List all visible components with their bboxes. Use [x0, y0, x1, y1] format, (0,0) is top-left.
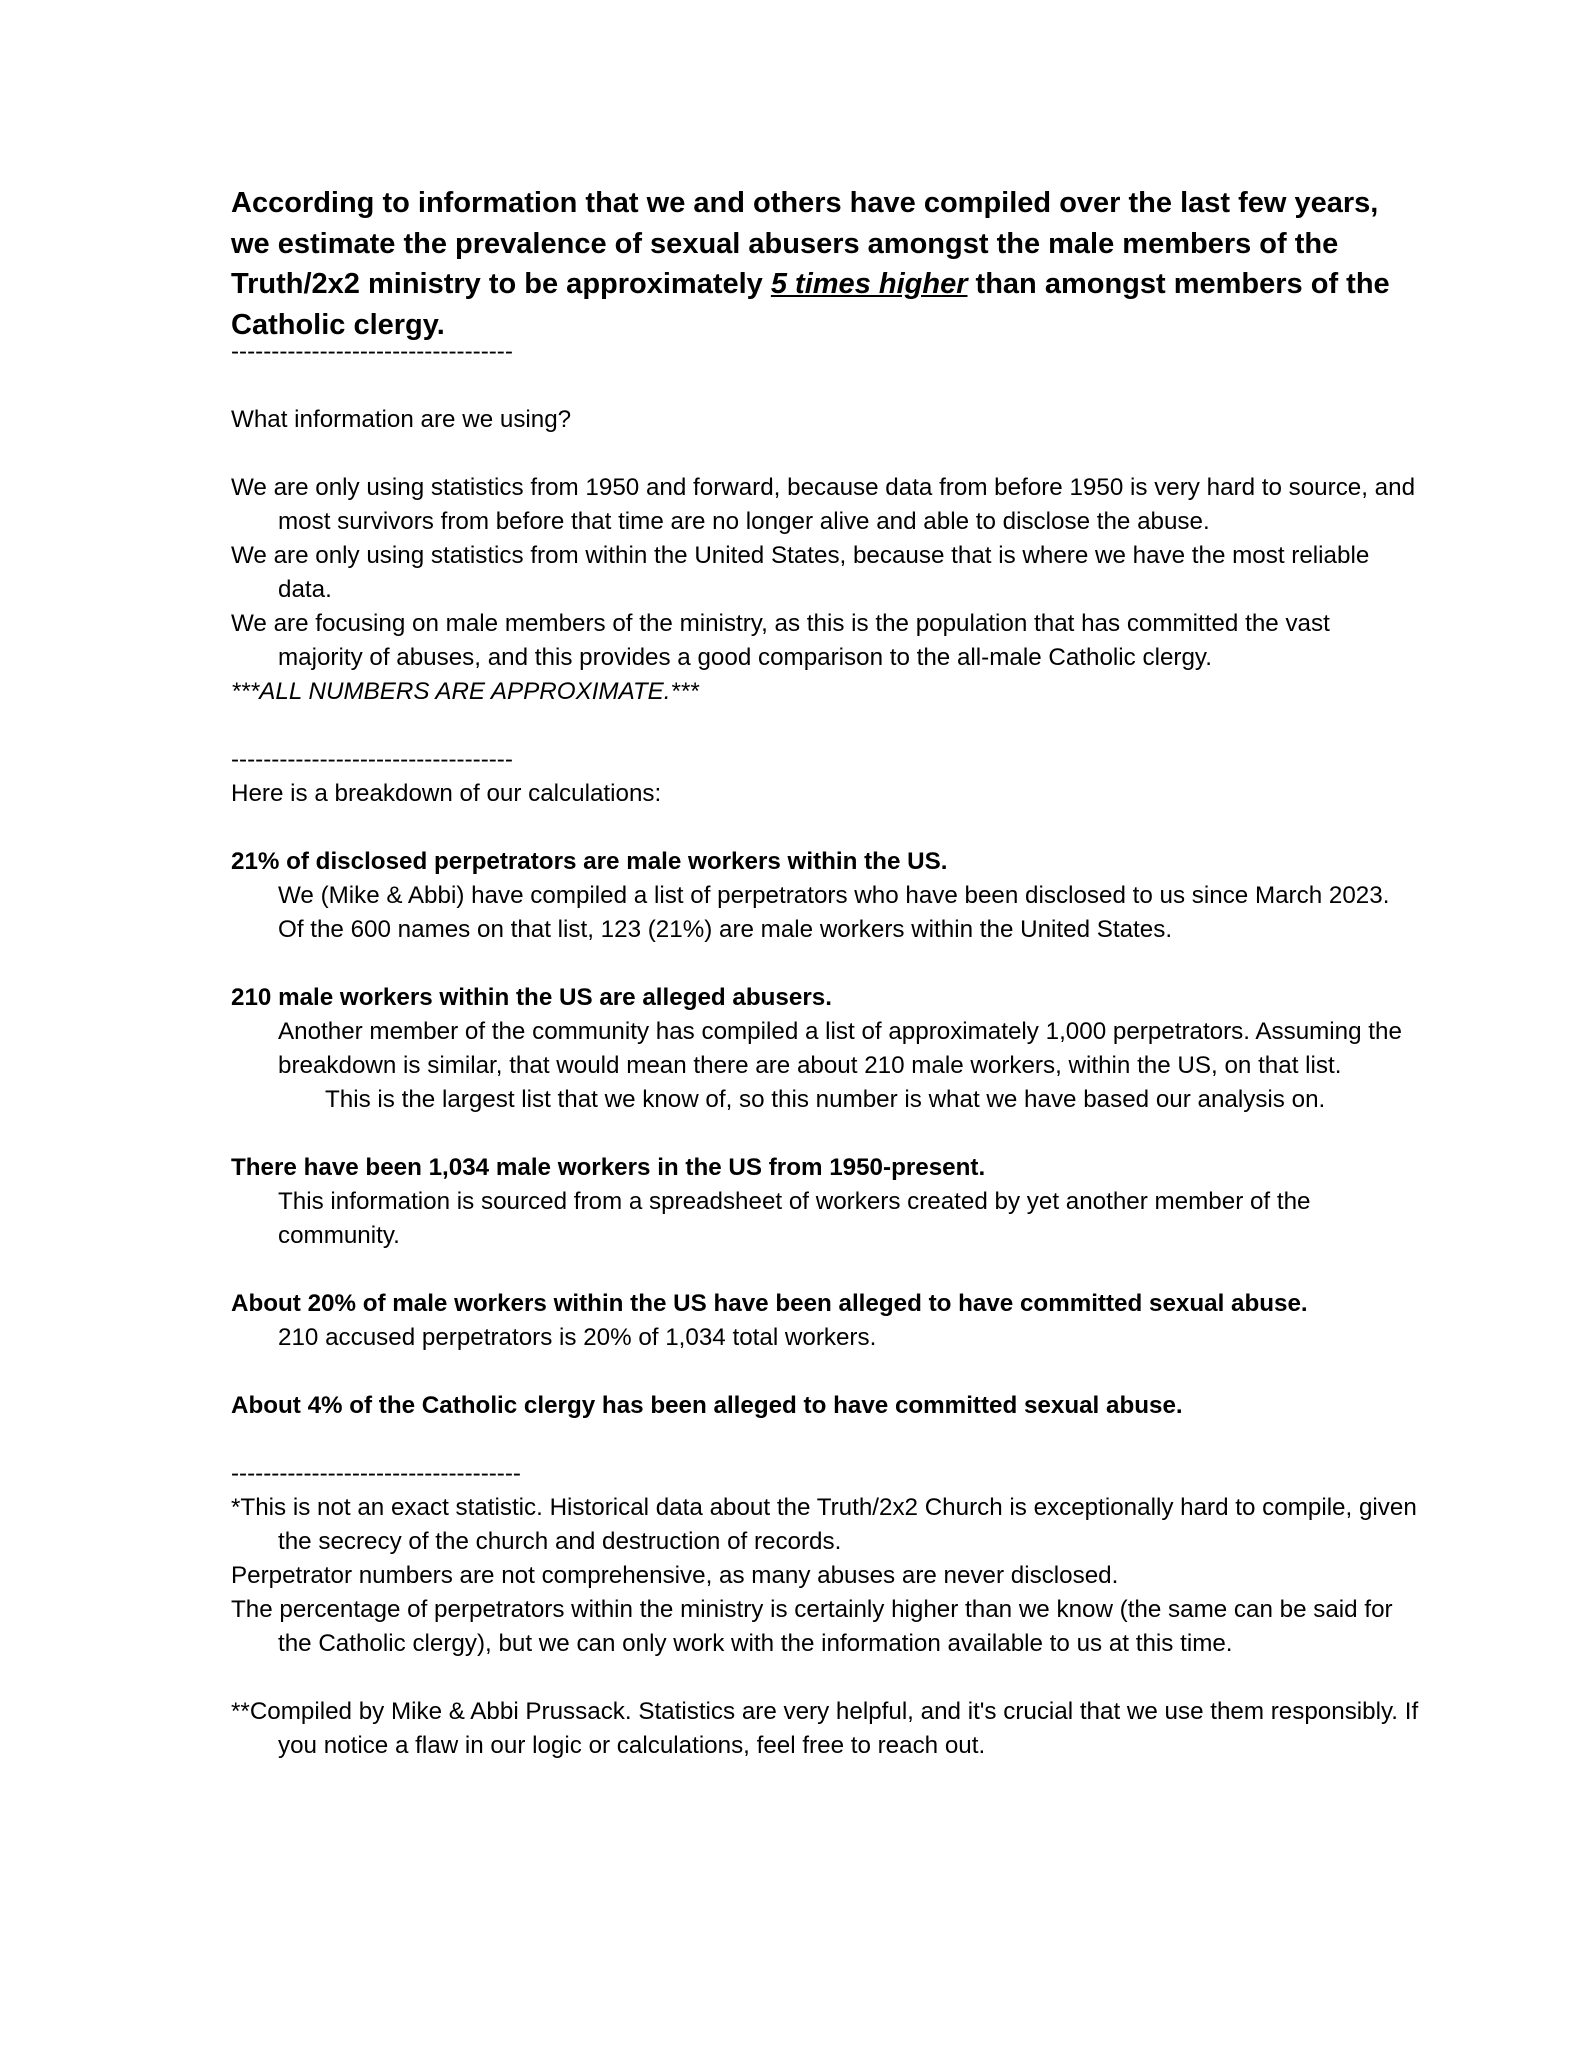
section-heading: About 20% of male workers within the US have been alleged to have committed sexual abuse. — [231, 1290, 1308, 1317]
section-subnote: This is the largest list that we know of, so this number is what we have based our analysis on. — [325, 1086, 1326, 1113]
divider: ----------------------------------- — [231, 338, 513, 365]
section-body: 210 accused perpetrators is 20% of 1,034 total workers. — [278, 1324, 877, 1351]
section-heading: 210 male workers within the US are alleged abusers. — [231, 984, 832, 1011]
section-heading: 21% of disclosed perpetrators are male workers within the US. — [231, 848, 948, 875]
approximate-note: ***ALL NUMBERS ARE APPROXIMATE.*** — [231, 678, 699, 705]
divider: ----------------------------------- — [231, 746, 513, 773]
headline-emphasis: 5 times higher — [770, 268, 968, 300]
headline-part1: According to information that we and others have compiled over the last few years, we estimate the prevalence of sexual abusers amongst the male members of the Truth/2x2 ministry to be approximately — [231, 187, 1379, 300]
breakdown-intro: Here is a breakdown of our calculations: — [231, 780, 662, 807]
section-body: We (Mike & Abbi) have compiled a list of perpetrators who have been disclosed to us since March 2023. Of the 600 names on that list, 123 (21%) are male workers within the United States. — [278, 882, 1390, 943]
info-item: We are only using statistics from within the United States, because that is where we have the most reliable data. — [231, 542, 1370, 603]
section-heading: About 4% of the Catholic clergy has been alleged to have committed sexual abuse. — [231, 1392, 1183, 1419]
headline-part2: than amongst members of the Catholic clergy. — [231, 268, 1390, 341]
divider: ------------------------------------ — [231, 1460, 521, 1487]
footnote: Perpetrator numbers are not comprehensive, as many abuses are never disclosed. — [231, 1562, 1119, 1589]
headline — [231, 183, 1421, 345]
section-body: This information is sourced from a spreadsheet of workers created by yet another member of the community. — [278, 1188, 1311, 1249]
section-body: Another member of the community has compiled a list of approximately 1,000 perpetrators. Assuming the breakdown is similar, that would mean there are about 210 male workers, within the US, on that list. — [278, 1018, 1402, 1079]
body-text — [231, 335, 1421, 1763]
footnote-credits: **Compiled by Mike & Abbi Prussack. Statistics are very helpful, and it's crucial that we use them responsibly. If you notice a flaw in our logic or calculations, feel free to reach out. — [231, 1698, 1419, 1759]
document-content — [231, 183, 1421, 1763]
section-heading: There have been 1,034 male workers in the US from 1950-present. — [231, 1154, 986, 1181]
footnote: *This is not an exact statistic. Historical data about the Truth/2x2 Church is exceptionally hard to compile, given the secrecy of the church and destruction of records. — [231, 1494, 1417, 1555]
info-item: We are only using statistics from 1950 and forward, because data from before 1950 is very hard to source, and most survivors from before that time are no longer alive and able to disclose the abuse. — [231, 474, 1416, 535]
info-item: We are focusing on male members of the ministry, as this is the population that has committed the vast majority of abuses, and this provides a good comparison to the all-male Catholic clergy. — [231, 610, 1330, 671]
info-question: What information are we using? — [231, 406, 572, 433]
footnote: The percentage of perpetrators within the ministry is certainly higher than we know (the same can be said for the Catholic clergy), but we can only work with the information available to us at this time. — [231, 1596, 1393, 1657]
